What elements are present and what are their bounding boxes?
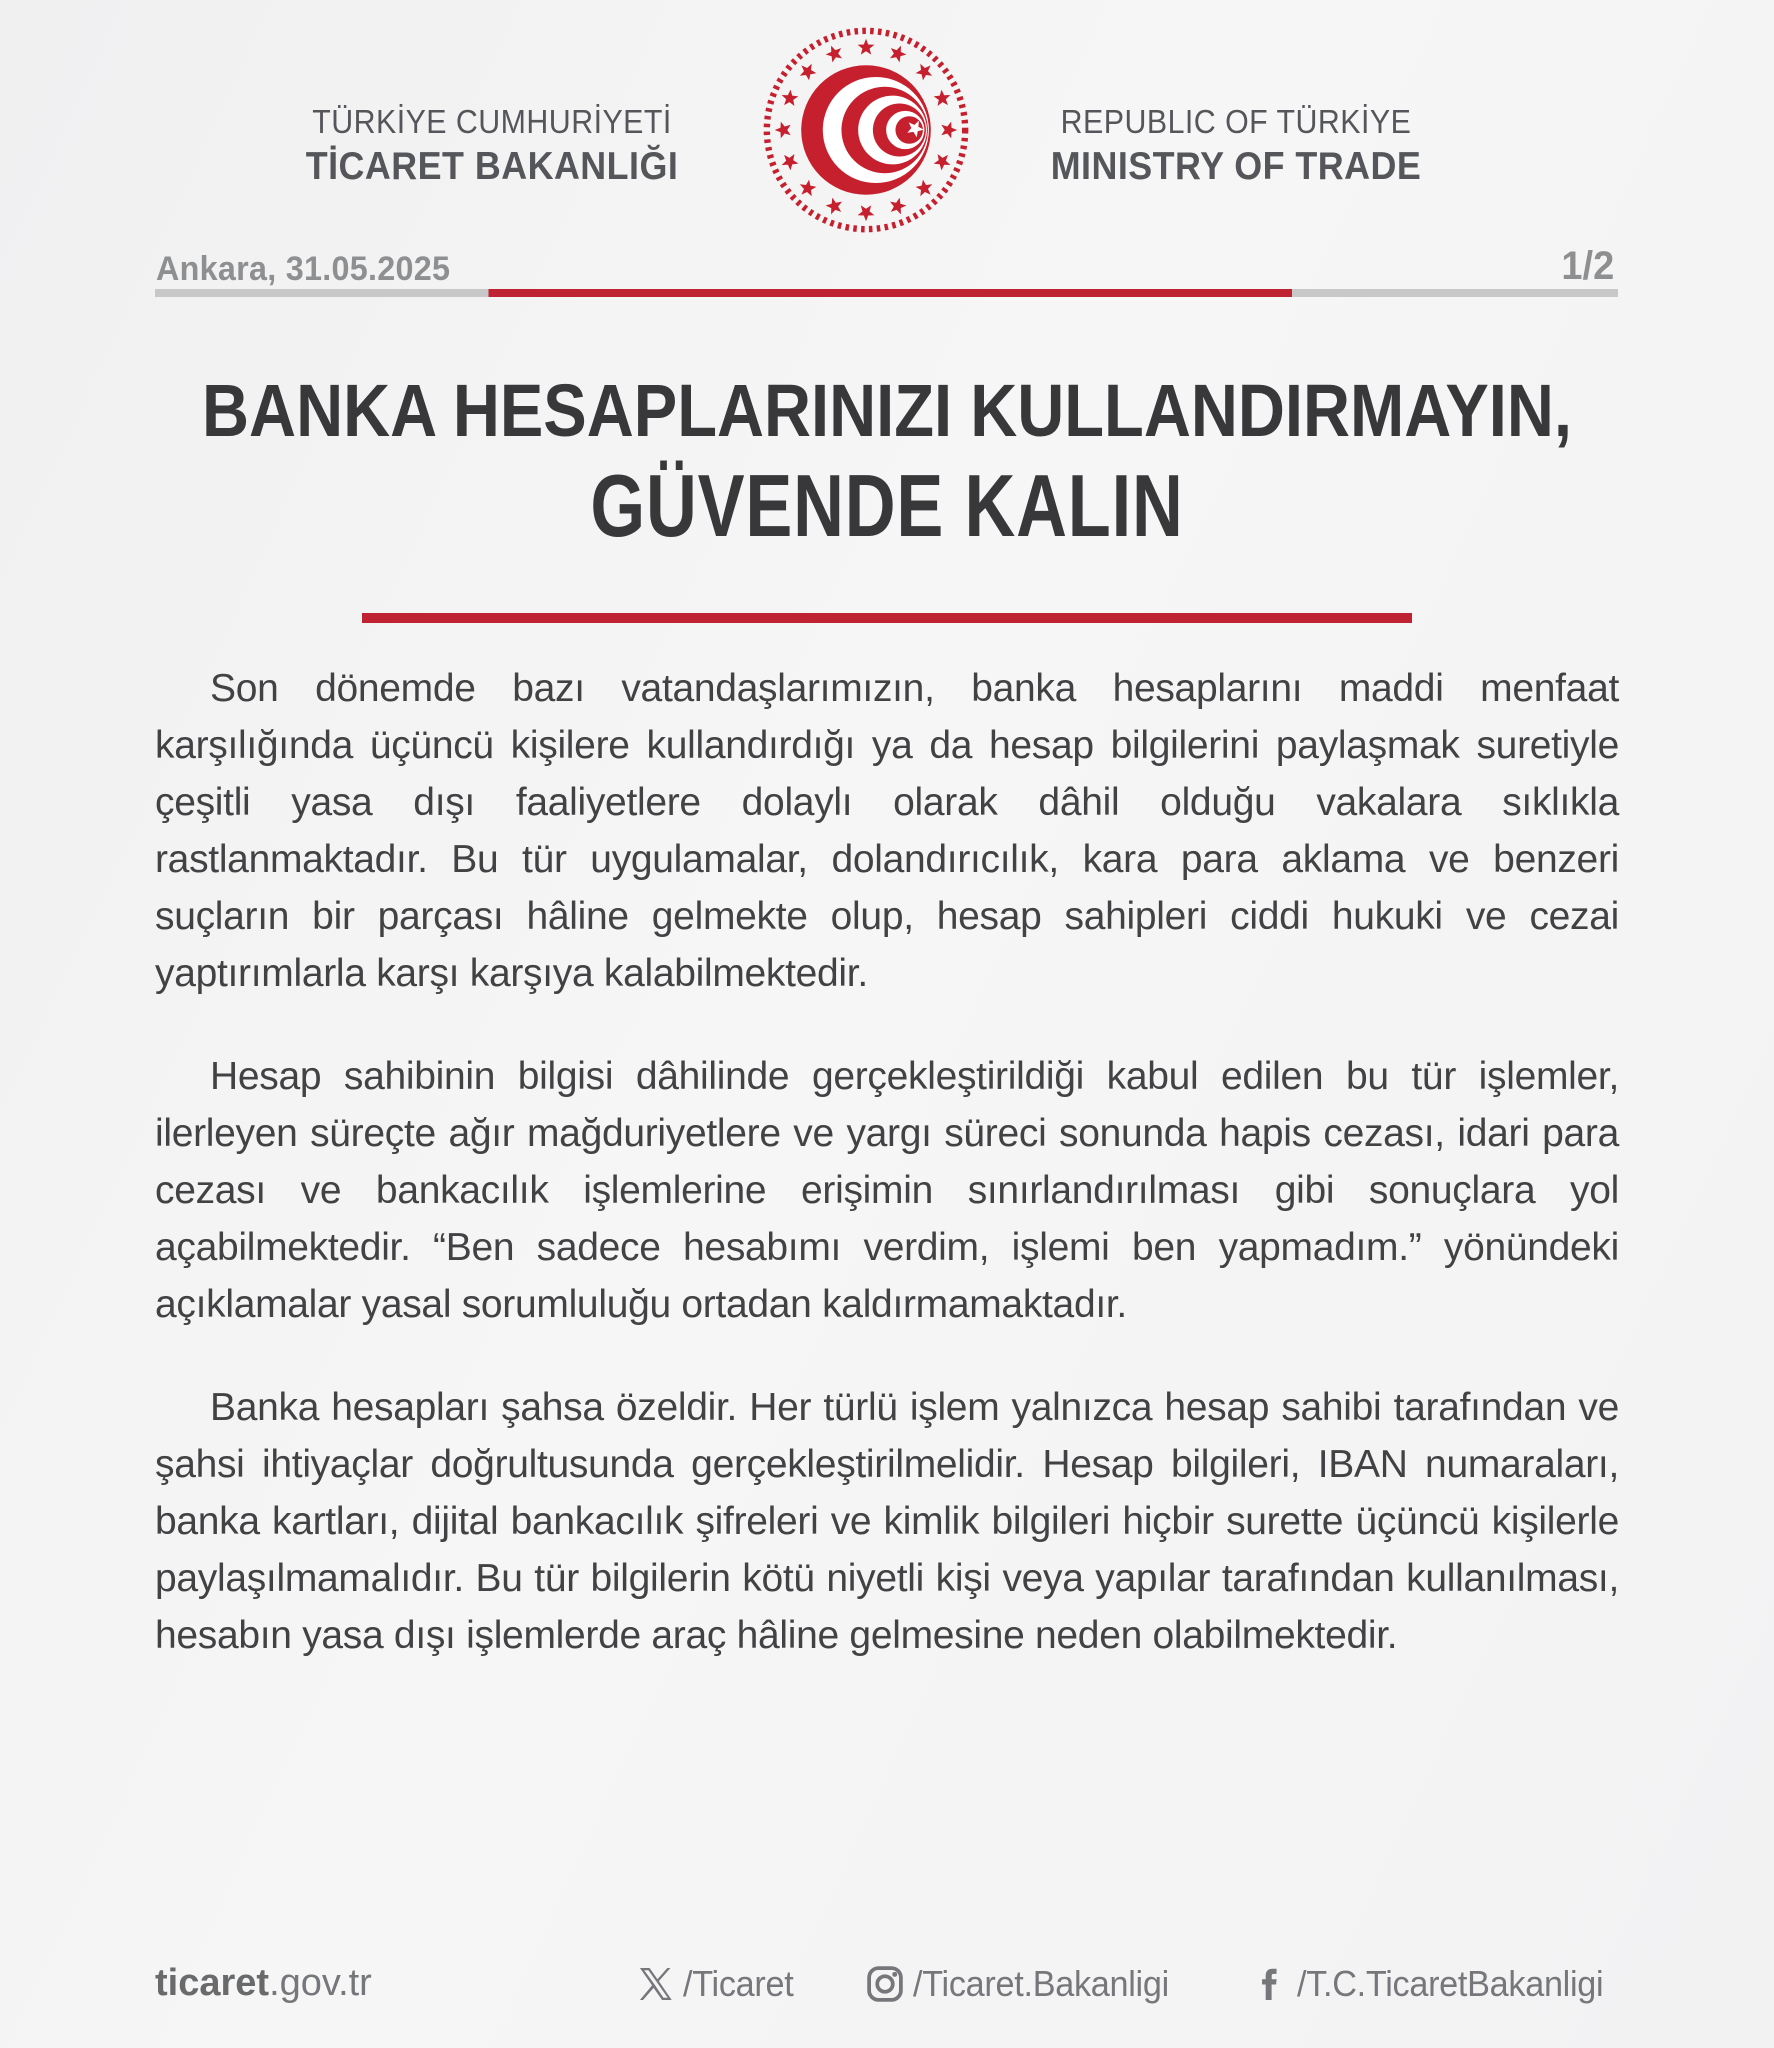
social-instagram [865,1963,1182,2005]
body-paragraph: Son dönemde bazı vatandaşlarımızın, banka hesaplarını maddi menfaat karşılığında üçüncü kişilere kullandırdığı ya da hesap bilgilerini paylaşmak suretiyle çeşitli yasa dışı faaliyetlere dolaylı olarak dâhil olduğu vakalara sıklıkla rastlanmaktadır. Bu tür uygulamalar, dolandırıcılık, kara para aklama ve benzeri suçların bir parçası hâline gelmekte olup, hesap sahipleri ciddi hukuki ve cezai yaptırımlarla karşı karşıya kalabilmektedir. [155,667,1619,995]
page-title [0,365,1774,555]
ministry-of-trade-tr: TİCARET BAKANLIĞI [305,145,679,188]
body-paragraph: Banka hesapları şahsa özeldir. Her türlü işlem yalnızca hesap sahibi tarafından ve şahsi ihtiyaçlar doğrultusunda gerçekleştirilmelidir. Hesap bilgileri, IBAN numaraları, banka kartları, dijital bankacılık şifreleri ve kimlik bilgileri hiçbir surette üçüncü kişilerle paylaşılmamalıdır. Bu tür bilgilerin kötü niyetli kişi veya yapılar tarafından kullanılması, hesabın yasa dışı işlemlerde araç hâline gelmesine neden olabilmektedir. [155,1386,1619,1657]
website-rest-part: .gov.tr [269,1962,372,2004]
page-indicator: 1/2 [1561,244,1615,288]
title-underline [362,613,1412,623]
republic-of-turkiye-en: REPUBLIC OF TÜRKİYE [1060,103,1412,140]
ministry-name-turkish [290,100,695,190]
body-paragraph: Hesap sahibinin bilgisi dâhilinde gerçekleştirildiği kabul edilen bu tür işlemler, ilerleyen süreçte ağır mağduriyetlere ve yargı süreci sonunda hapis cezası, idari para cezası ve bankacılık işlemlerine erişimin sınırlandırılması gibi sonuçlara yol açabilmektedir. “Ben sadece hesabımı verdim, işlemi ben yapmadım.” yönündeki açıklamalar yasal sorumluluğu ortadan kaldırmamaktadır. [155,1055,1619,1326]
website-bold-part: ticaret [155,1962,270,2004]
dateline: Ankara, 31.05.2025 [156,250,451,288]
x-handle: /Ticaret [682,1962,794,2004]
footer [155,1962,1619,2005]
announcement-body [155,660,1619,1710]
instagram-icon [865,1964,905,2004]
social-facebook [1249,1963,1619,2005]
ministry-of-trade-en: MINISTRY OF TRADE [1050,145,1422,188]
instagram-handle: /Ticaret.Bakanligi [913,1962,1170,2004]
header-rule [155,289,1618,297]
title-line-2: GÜVENDE KALIN [590,456,1184,555]
facebook-icon [1249,1964,1289,2004]
title-line-1: BANKA HESAPLARINIZI KULLANDIRMAYIN, [202,369,1572,452]
website-url [155,1962,372,2005]
social-x [635,1963,799,2005]
social-links [635,1963,1619,2005]
ministry-of-trade-logo [758,22,974,238]
ministry-name-english [1035,100,1438,190]
ministry-emblem-icon [758,22,974,238]
facebook-handle: /T.C.TicaretBakanligi [1296,1962,1603,2004]
x-icon [635,1964,675,2004]
republic-of-turkiye-tr: TÜRKİYE CUMHURİYETİ [312,103,672,140]
